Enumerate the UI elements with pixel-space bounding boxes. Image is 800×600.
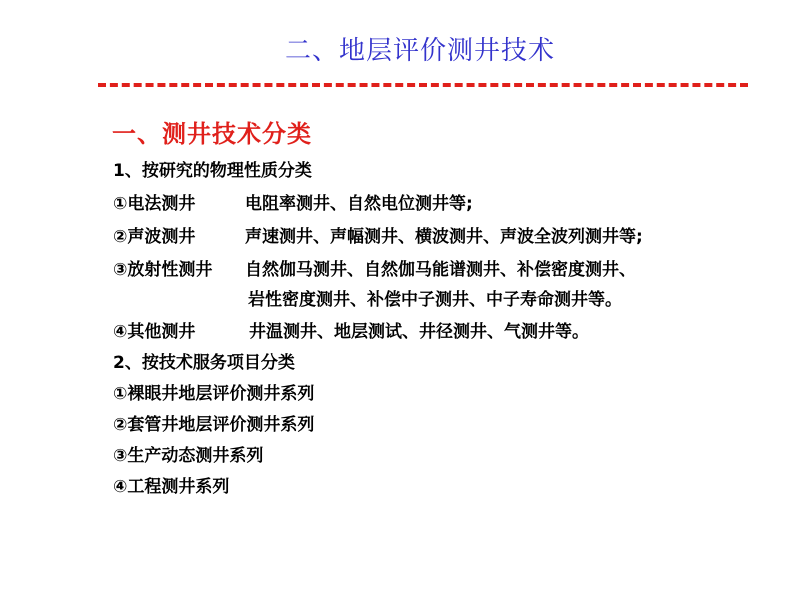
list-item-other <box>113 320 589 344</box>
category-label: ②声波测井 <box>113 227 196 247</box>
method-list: 声速测井、声幅测井、横波测井、声波全波列测井等; <box>245 227 643 247</box>
list-item: ①裸眼井地层评价测井系列 <box>113 384 315 404</box>
category-label: ①电法测井 <box>113 194 196 214</box>
list-item: ④工程测井系列 <box>113 477 230 497</box>
group1-heading: 1、按研究的物理性质分类 <box>113 161 312 181</box>
method-list: 电阻率测井、自然电位测井等; <box>245 194 473 214</box>
list-item: ③生产动态测井系列 <box>113 446 264 466</box>
list-item-radioactive-continuation: 岩性密度测井、补偿中子测井、中子寿命测井等。 <box>248 290 622 310</box>
list-item-acoustic <box>113 225 643 249</box>
list-item-radioactive <box>113 258 636 282</box>
dashed-divider <box>98 83 748 87</box>
category-label: ③放射性测井 <box>113 260 213 280</box>
list-item: ②套管井地层评价测井系列 <box>113 415 315 435</box>
category-label: ④其他测井 <box>113 322 196 342</box>
list-item-electrical <box>113 192 473 216</box>
section-heading: 一、测井技术分类 <box>112 120 312 148</box>
group2-heading: 2、按技术服务项目分类 <box>113 353 295 373</box>
method-list: 自然伽马测井、自然伽马能谱测井、补偿密度测井、 <box>245 260 636 280</box>
slide-title: 二、地层评价测井技术 <box>284 36 555 66</box>
method-list: 井温测井、地层测试、井径测井、气测井等。 <box>249 322 589 342</box>
